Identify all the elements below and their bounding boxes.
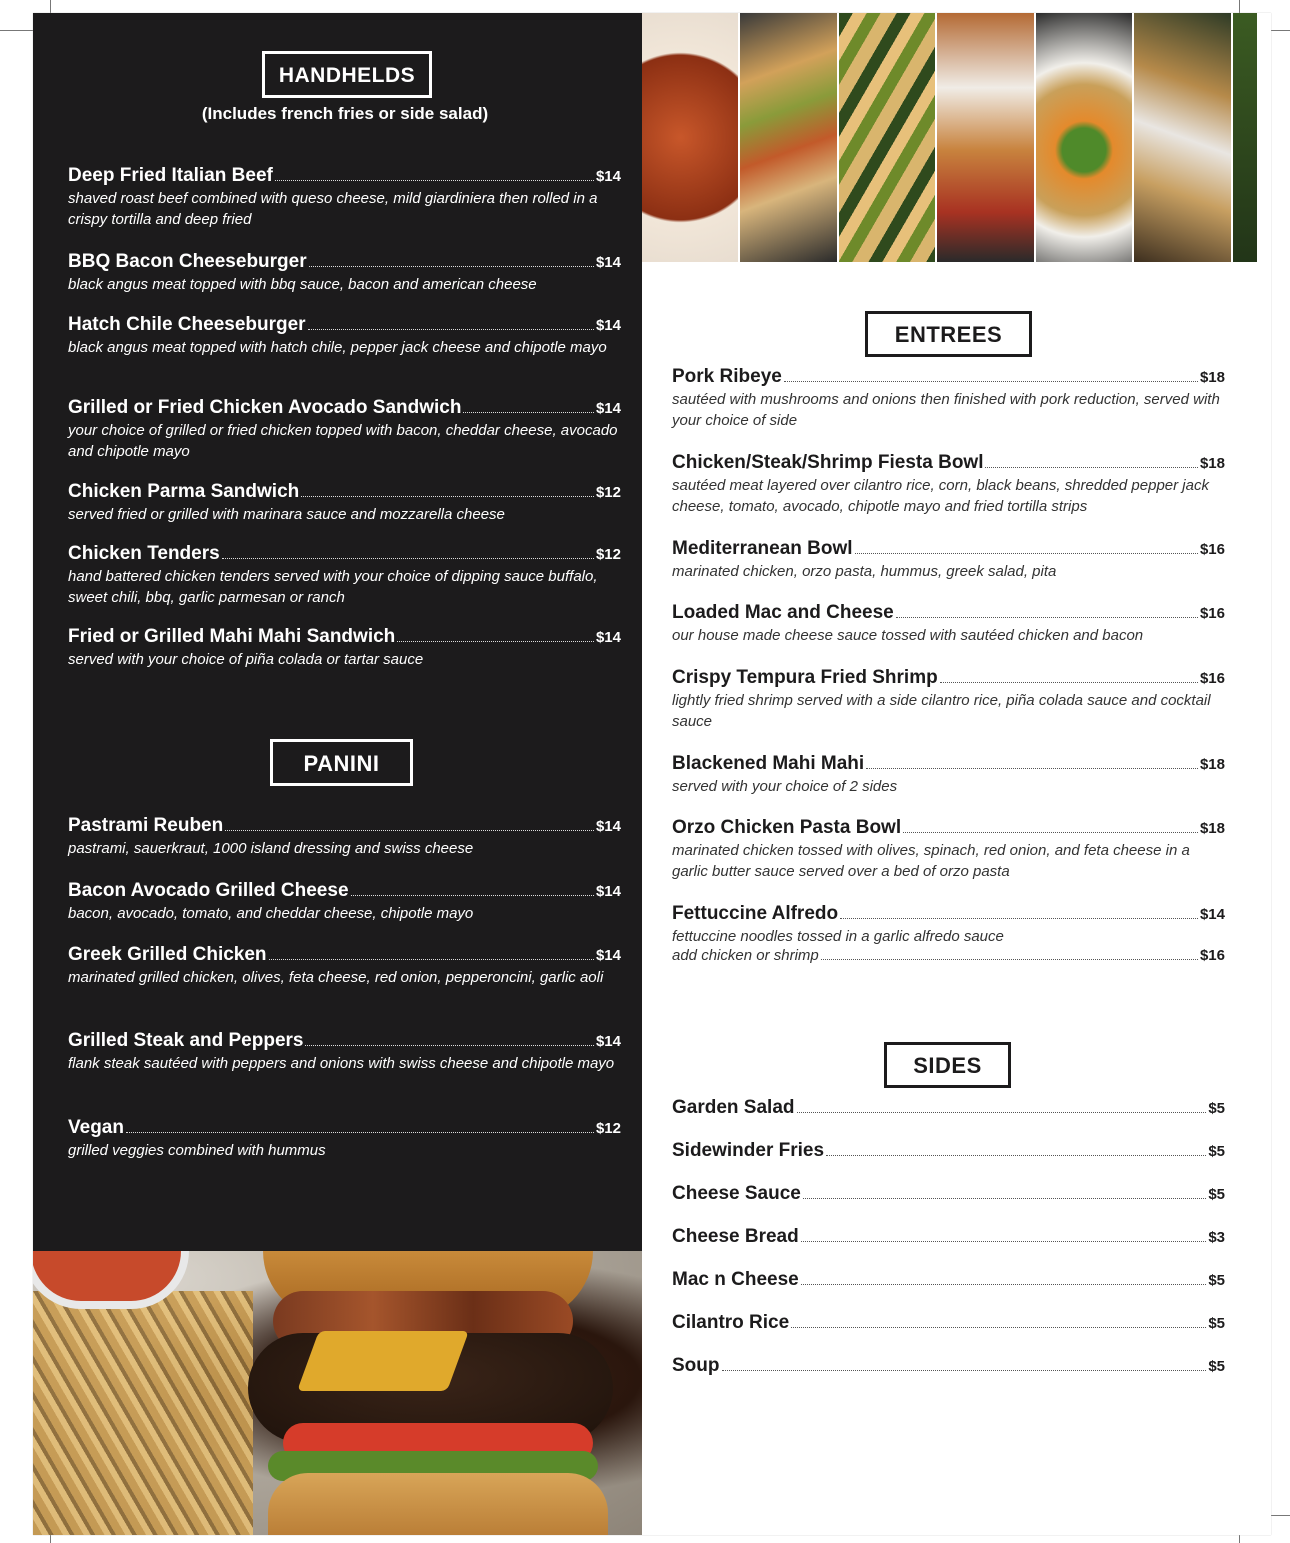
menu-item-row [672,1140,1225,1162]
menu-item-row [68,944,621,966]
menu-item [672,1183,1225,1205]
menu-item-price: $14 [595,883,621,900]
menu-item [672,1097,1225,1119]
menu-item [672,602,1225,646]
menu-item-name: Cilantro Rice [672,1312,790,1333]
menu-item-row [68,1030,621,1052]
menu-item-name: Grilled Steak and Peppers [68,1030,304,1051]
dot-leader [126,1131,594,1133]
menu-item [672,667,1225,732]
food-photo-7 [1233,13,1257,262]
dot-leader [784,380,1198,382]
menu-item-row [672,753,1225,775]
menu-item-description: lightly fried shrimp served with a side cilantro rice, piña colada sauce and cocktail sauce [672,692,1211,730]
menu-item-row [68,314,621,336]
menu-item-row [68,481,621,503]
menu-item [68,1030,621,1074]
menu-item [672,366,1225,431]
menu-item-price: $18 [1199,455,1225,472]
menu-item-name: Chicken Tenders [68,543,220,564]
menu-item-name: Blackened Mahi Mahi [672,753,865,774]
menu-item-description: our house made cheese sauce tossed with sautéed chicken and bacon [672,627,1144,644]
dot-leader [803,1197,1206,1199]
menu-item-name: Bacon Avocado Grilled Cheese [68,880,349,901]
menu-item-price: $5 [1208,1186,1225,1203]
menu-item-row [672,1097,1225,1119]
menu-item-price: $5 [1208,1100,1225,1117]
entrees-title: ENTREES [894,322,1003,347]
sides-title: SIDES [913,1053,982,1078]
menu-item-description: served with your choice of piña colada or tartar sauce [68,651,424,668]
dot-leader [269,958,594,960]
food-photo-strip [642,13,1257,262]
food-photo-4 [937,13,1035,262]
menu-item-name: Chicken/Steak/Shrimp Fiesta Bowl [672,452,984,473]
menu-item-name: Mediterranean Bowl [672,538,853,559]
dot-leader [308,328,594,330]
menu-item-price: $18 [1199,756,1225,773]
menu-item-price: $3 [1208,1229,1225,1246]
menu-item-name: Hatch Chile Cheeseburger [68,314,306,335]
menu-item-description: sautéed with mushrooms and onions then finished with pork reduction, served with your choice of side [672,391,1220,429]
menu-item-name: Cheese Bread [672,1226,799,1247]
handhelds-heading [262,51,432,98]
menu-item-row [672,538,1225,560]
menu-item-name: Cheese Sauce [672,1183,801,1204]
handhelds-title: HANDHELDS [278,64,416,87]
menu-item-description: marinated chicken tossed with olives, spinach, red onion, and feta cheese in a garlic butter sauce served over a bed of orzo pasta [672,842,1190,880]
menu-item-name: Pastrami Reuben [68,815,224,836]
menu-item-row [68,251,621,273]
menu-item-description: shaved roast beef combined with queso cheese, mild giardiniera then rolled in a crispy tortilla and deep fried [68,190,598,228]
menu-item-price: $5 [1208,1358,1225,1375]
menu-item-row [672,1226,1225,1248]
menu-item [68,1117,621,1161]
menu-item-name: Crispy Tempura Fried Shrimp [672,667,938,688]
menu-item-description: your choice of grilled or fried chicken topped with bacon, cheddar cheese, avocado and chipotle mayo [68,422,618,460]
menu-item [672,452,1225,517]
menu-item-row [672,1312,1225,1334]
dot-leader [791,1326,1206,1328]
dot-leader [309,265,594,267]
menu-item-price: $16 [1199,605,1225,622]
menu-item-row [672,1269,1225,1291]
menu-item-description: grilled veggies combined with hummus [68,1142,326,1159]
menu-item-row [68,880,621,902]
menu-item-description: served fried or grilled with marinara sauce and mozzarella cheese [68,506,505,523]
menu-item-name: Sidewinder Fries [672,1140,825,1161]
left-menu-panel [33,13,642,1251]
menu-item-description: sautéed meat layered over cilantro rice, corn, black beans, shredded pepper jack cheese, tomato, avocado, chipotle mayo and fried tortilla strips [672,477,1209,515]
menu-item [68,815,621,859]
menu-item-price: $16 [1199,670,1225,687]
food-photo-2 [740,13,838,262]
menu-item [672,817,1225,882]
menu-item-addon-description: add chicken or shrimp [672,947,819,964]
menu-item-row [68,1117,621,1139]
entrees-heading [865,311,1032,357]
menu-item-name: Garden Salad [672,1097,795,1118]
menu-item-description: marinated grilled chicken, olives, feta cheese, red onion, pepperoncini, garlic aoli [68,969,604,986]
menu-item [68,481,621,525]
menu-item-price: $12 [595,1120,621,1137]
menu-item-row [672,817,1225,839]
menu-item-price: $14 [595,400,621,417]
menu-item-name: Chicken Parma Sandwich [68,481,300,502]
burger-bun-bottom [268,1473,608,1535]
menu-item [68,880,621,924]
dot-leader [801,1240,1207,1242]
menu-item-row [672,903,1225,925]
menu-item [672,753,1225,797]
menu-item [68,626,621,670]
menu-item-name: Loaded Mac and Cheese [672,602,894,623]
menu-item-name: Vegan [68,1117,124,1138]
menu-item-description: hand battered chicken tenders served with your choice of dipping sauce buffalo, sweet chili, bbq, garlic parmesan or ranch [68,568,598,606]
menu-item [672,1140,1225,1162]
menu-item-price: $16 [1199,541,1225,558]
menu-item-name: Soup [672,1355,720,1376]
dot-leader [301,495,594,497]
menu-item-price: $14 [595,818,621,835]
menu-item-name: Fried or Grilled Mahi Mahi Sandwich [68,626,396,647]
dot-leader [940,681,1198,683]
dot-leader [903,831,1198,833]
dot-leader [397,640,594,642]
menu-item-price: $14 [595,317,621,334]
menu-item-name: Mac n Cheese [672,1269,799,1290]
menu-item-row [672,1183,1225,1205]
handhelds-subtitle: (Includes french fries or side salad) [201,104,489,123]
burger-photo [33,1251,642,1535]
menu-item-row [672,602,1225,624]
menu-item-name: BBQ Bacon Cheeseburger [68,251,307,272]
menu-item-row [68,543,621,565]
menu-item-price: $14 [1199,906,1225,923]
menu-item-name: Deep Fried Italian Beef [68,165,273,186]
menu-item-price: $12 [595,546,621,563]
menu-item-price: $12 [595,484,621,501]
food-photo-6 [1134,13,1232,262]
dot-leader [855,552,1198,554]
dot-leader [722,1369,1207,1371]
menu-item-row [68,165,621,187]
menu-item-price: $14 [595,1033,621,1050]
dot-leader [797,1111,1207,1113]
menu-item-description: black angus meat topped with hatch chile, pepper jack cheese and chipotle mayo [68,339,607,356]
dot-leader [985,466,1197,468]
menu-item-price: $18 [1199,369,1225,386]
dot-leader [351,894,594,896]
sides-heading [884,1042,1011,1088]
menu-item-price: $14 [595,947,621,964]
menu-item [68,944,621,988]
menu-item-price: $18 [1199,820,1225,837]
dot-leader [840,917,1198,919]
dot-leader [225,829,594,831]
menu-item-description: fettuccine noodles tossed in a garlic alfredo sauce [672,928,1004,945]
dot-leader [866,767,1198,769]
food-photo-5 [1036,13,1134,262]
menu-item [672,1226,1225,1248]
dot-leader [305,1044,593,1046]
menu-item-row [672,366,1225,388]
menu-item-description: served with your choice of 2 sides [672,778,898,795]
menu-item-row [672,452,1225,474]
menu-item [672,538,1225,582]
menu-item-row [68,626,621,648]
dot-leader [222,557,594,559]
menu-item-addon-price: $16 [1199,947,1225,964]
food-photo-1 [642,13,740,262]
panini-title: PANINI [303,751,380,776]
menu-item-row [68,397,621,419]
menu-item [672,1269,1225,1291]
panini-heading [270,739,413,786]
dot-leader [896,616,1198,618]
menu-item-price: $5 [1208,1272,1225,1289]
menu-item [672,1312,1225,1334]
menu-item [68,543,621,608]
menu-item-row [672,1355,1225,1377]
menu-item-price: $14 [595,629,621,646]
menu-item-price: $5 [1208,1143,1225,1160]
menu-item [672,903,1225,964]
menu-item-name: Fettuccine Alfredo [672,903,839,924]
menu-item-name: Pork Ribeye [672,366,782,387]
menu-item-name: Orzo Chicken Pasta Bowl [672,817,902,838]
burger-cheese [297,1331,469,1391]
dot-leader [801,1283,1207,1285]
menu-item-name: Grilled or Fried Chicken Avocado Sandwich [68,397,462,418]
dot-leader [275,179,594,181]
menu-item-price: $5 [1208,1315,1225,1332]
dot-leader [463,411,594,413]
menu-item-description: flank steak sautéed with peppers and onions with swiss cheese and chipotle mayo [68,1055,615,1072]
menu-item-description: bacon, avocado, tomato, and cheddar cheese, chipotle mayo [68,905,474,922]
menu-item [672,1355,1225,1377]
menu-item [68,397,621,462]
menu-item-row [68,815,621,837]
dot-leader [821,958,1198,960]
menu-item-description: black angus meat topped with bbq sauce, bacon and american cheese [68,276,537,293]
menu-item-name: Greek Grilled Chicken [68,944,267,965]
menu-item-description: pastrami, sauerkraut, 1000 island dressing and swiss cheese [68,840,474,857]
fries-image-part [33,1291,253,1535]
menu-item-price: $14 [595,168,621,185]
menu-item [68,251,621,295]
menu-item-addon-row [672,947,1225,964]
menu-item-description: marinated chicken, orzo pasta, hummus, greek salad, pita [672,563,1057,580]
menu-item-price: $14 [595,254,621,271]
dot-leader [826,1154,1206,1156]
menu-item-row [672,667,1225,689]
menu-item [68,165,621,230]
food-photo-3 [839,13,937,262]
menu-item [68,314,621,358]
